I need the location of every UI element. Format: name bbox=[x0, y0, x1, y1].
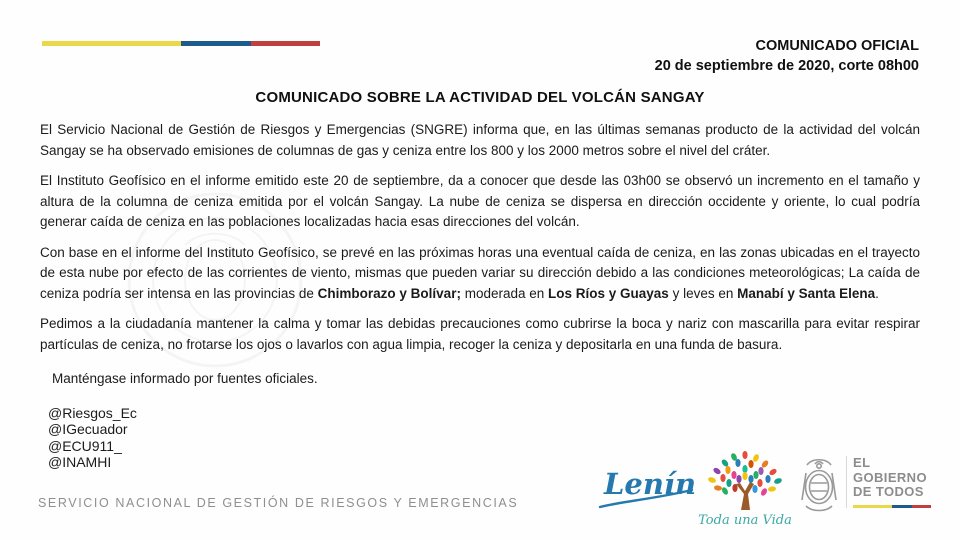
gobierno-tricolor-bar bbox=[853, 505, 931, 509]
flag-red-segment bbox=[251, 41, 321, 46]
document-body bbox=[40, 120, 920, 471]
flag-blue-segment bbox=[181, 41, 251, 46]
p3-provinces-intense: Chimborazo y Bolívar; bbox=[317, 285, 461, 301]
p3-end-text: . bbox=[875, 285, 879, 301]
paragraph-activity-summary: El Servicio Nacional de Gestión de Riesgos y Emergencias (SNGRE) informa que, en las últimas semanas producto de la actividad del volcán Sangay se ha observado emisiones de columnas de gas y ceniza entre los 800 y los 2000 metros sobre el nivel del cráter. bbox=[40, 122, 920, 158]
communique-label: COMUNICADO OFICIAL bbox=[755, 38, 919, 54]
social-handle-riesgos: @Riesgos_Ec bbox=[48, 404, 137, 421]
gobierno-line-el: EL bbox=[853, 455, 871, 470]
lenin-signature-logo bbox=[596, 458, 696, 521]
ecuador-coat-of-arms-icon bbox=[798, 456, 840, 516]
tree-icon bbox=[698, 448, 792, 528]
agency-name: SERVICIO NACIONAL DE GESTIÓN DE RIESGOS Y EMERGENCIAS bbox=[38, 496, 519, 510]
gobierno-line-de-todos: DE TODOS bbox=[853, 484, 924, 499]
p3-pre-text: Con base en el informe del Instituto Geofísico, se prevé en las próximas horas una eventual caída de ceniza, en las zonas ubicadas en el trayecto de esta nube por efecto de las corrientes de viento, mismas que pueden variar su dirección debido a las condiciones meteorológicas; La caída de ceniza podría ser intensa en las provincias de bbox=[40, 244, 920, 301]
ecuador-flag-bar bbox=[42, 41, 320, 46]
paragraph-geophysics-report: El Instituto Geofísico en el informe emitido este 20 de septiembre, da a conocer que desde las 03h00 se observó un incremento en el tamaño y altura de la columna de ceniza emitida por el volcán Sangay. La nube de ceniza se dispersa en dirección occidente y oriente, lo cual podría generar caída de ceniza en las poblaciones localizadas hacia esas direcciones del volcán. bbox=[40, 173, 920, 229]
stay-informed-note: Manténgase informado por fuentes oficiales. bbox=[52, 371, 318, 386]
toda-una-vida-logo bbox=[698, 448, 792, 533]
social-handle-igecuador: @IGecuador bbox=[48, 421, 128, 437]
gobierno-text-block bbox=[846, 456, 931, 508]
header-right-block bbox=[655, 36, 919, 76]
p3-mid2-text: y leves en bbox=[668, 285, 738, 301]
paragraph-precautions: Pedimos a la ciudadanía mantener la calma y tomar las debidas precauciones como cubrirse la boca y nariz con mascarilla para evitar respirar partículas de ceniza, no frotarse los ojos o lavarlos con agua limpia, recoger la ceniza y depositarla en una funda de basura. bbox=[40, 316, 920, 352]
gobierno-line-gobierno: GOBIERNO bbox=[853, 469, 927, 485]
page-title: COMUNICADO SOBRE LA ACTIVIDAD DEL VOLCÁN SANGAY bbox=[255, 89, 705, 106]
social-handle-inamhi: @INAMHI bbox=[48, 454, 112, 470]
p3-mid1-text: moderada en bbox=[460, 285, 549, 301]
p3-provinces-light: Manabí y Santa Elena bbox=[737, 285, 876, 301]
communique-date: 20 de septiembre de 2020, corte 08h00 bbox=[654, 58, 919, 74]
p3-provinces-moderate: Los Ríos y Guayas bbox=[548, 285, 669, 301]
lenin-signature-text: Lenín bbox=[604, 467, 696, 501]
flag-yellow-segment bbox=[42, 41, 181, 46]
social-handle-ecu911: @ECU911_ bbox=[48, 437, 122, 454]
toda-una-vida-text: Toda una Vida bbox=[698, 513, 792, 528]
gobierno-de-todos-logo bbox=[798, 456, 931, 516]
paragraph-ashfall-forecast bbox=[40, 243, 920, 305]
